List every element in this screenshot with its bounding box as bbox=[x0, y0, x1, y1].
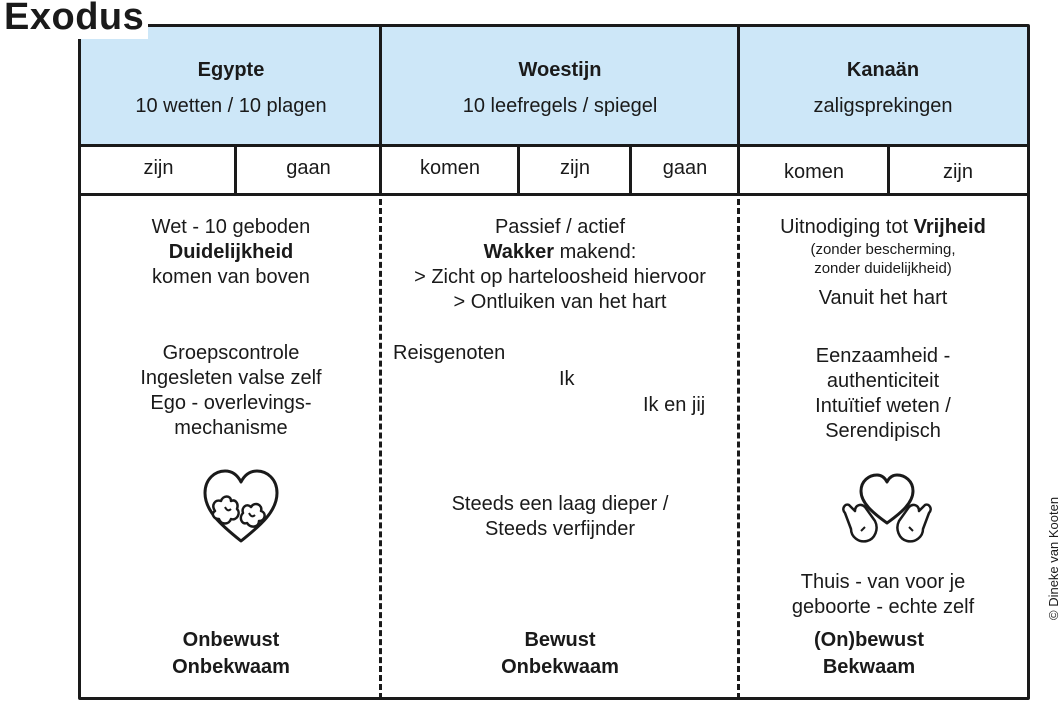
egypte-footer bbox=[81, 627, 381, 681]
egypte-duidelijkheid: Duidelijkheid bbox=[168, 241, 294, 263]
kanaan-line: authenticiteit bbox=[826, 370, 940, 392]
column-subtitle-woestijn: 10 leefregels / spiegel bbox=[462, 95, 658, 117]
kanaan-geboorte: geboorte - echte zelf bbox=[791, 596, 975, 618]
diagram-title: Exodus bbox=[4, 0, 148, 39]
woestijn-zicht: > Zicht op harteloosheid hiervoor bbox=[414, 266, 706, 288]
egypte-line: Groepscontrole bbox=[162, 342, 300, 364]
subhead-divider bbox=[234, 147, 237, 195]
column-subtitle-kanaan: zaligsprekingen bbox=[813, 95, 953, 117]
kanaan-block2 bbox=[739, 344, 1027, 444]
kanaan-block3 bbox=[739, 570, 1027, 620]
header-egypte bbox=[81, 27, 381, 147]
subhead-kanaan-komen: komen bbox=[783, 161, 845, 183]
copyright-credit: © Dineke van Kooten bbox=[1046, 496, 1061, 620]
woestijn-ik: Ik bbox=[559, 368, 575, 390]
egypte-footer-1: Onbewust bbox=[182, 629, 280, 651]
egypte-wet: Wet - 10 geboden bbox=[151, 216, 311, 238]
subhead-egypte-gaan: gaan bbox=[286, 157, 331, 179]
woestijn-footer-1: Bewust bbox=[524, 629, 596, 651]
column-name-egypte: Egypte bbox=[197, 59, 265, 81]
woestijn-laag: Steeds een laag dieper / bbox=[451, 493, 669, 515]
subhead-divider bbox=[629, 147, 632, 195]
kanaan-vrijheid: Vrijheid bbox=[913, 216, 986, 238]
kanaan-footer bbox=[739, 627, 999, 681]
kanaan-footer-2: Bekwaam bbox=[822, 656, 916, 678]
kanaan-footer-1: (On)bewust bbox=[814, 629, 924, 651]
woestijn-reisgenoten: Reisgenoten bbox=[393, 342, 506, 364]
egypte-line: Ego - overlevings- bbox=[150, 392, 312, 414]
egypte-komen: komen van boven bbox=[152, 266, 310, 288]
woestijn-block1 bbox=[381, 215, 739, 315]
egypte-line: Ingesleten valse zelf bbox=[140, 367, 322, 389]
woestijn-footer bbox=[381, 627, 739, 681]
column-name-kanaan: Kanaän bbox=[846, 59, 920, 81]
subhead-woestijn-zijn: zijn bbox=[559, 157, 590, 179]
kanaan-line: Serendipisch bbox=[825, 420, 941, 442]
header-woestijn bbox=[381, 27, 739, 147]
subhead-bottom-line bbox=[81, 193, 1027, 196]
subhead-divider bbox=[887, 147, 890, 195]
kanaan-thuis: Thuis - van voor je bbox=[800, 571, 966, 593]
kanaan-line: Eenzaamheid - bbox=[815, 345, 951, 367]
heart-mittens-icon bbox=[839, 471, 935, 545]
woestijn-wakker-rest: makend: bbox=[554, 241, 637, 263]
egypte-footer-2: Onbekwaam bbox=[172, 656, 290, 678]
exodus-table bbox=[78, 24, 1030, 700]
subhead-woestijn-gaan: gaan bbox=[662, 157, 708, 179]
woestijn-ik-en-jij: Ik en jij bbox=[643, 394, 706, 416]
kanaan-note-2: zonder duidelijkheid) bbox=[814, 260, 952, 277]
subhead-woestijn-komen: komen bbox=[419, 157, 481, 179]
kanaan-uitnodiging bbox=[739, 215, 1027, 240]
column-name-woestijn: Woestijn bbox=[518, 59, 602, 81]
woestijn-verfijnder: Steeds verfijnder bbox=[484, 518, 636, 540]
woestijn-passief: Passief / actief bbox=[494, 216, 626, 238]
egypte-block2 bbox=[81, 341, 381, 441]
kanaan-line: Intuïtief weten / bbox=[815, 395, 951, 417]
subhead-kanaan-zijn: zijn bbox=[942, 161, 973, 183]
header-kanaan bbox=[739, 27, 1027, 147]
woestijn-wakker bbox=[381, 240, 739, 265]
woestijn-ontluiken: > Ontluiken van het hart bbox=[453, 291, 667, 313]
kanaan-vanuit: Vanuit het hart bbox=[818, 287, 948, 309]
egypte-line: mechanisme bbox=[174, 417, 288, 439]
heart-hands-icon bbox=[201, 467, 281, 545]
woestijn-wakker-bold: Wakker bbox=[483, 241, 555, 263]
kanaan-note-1: (zonder bescherming, bbox=[810, 241, 956, 258]
woestijn-block3 bbox=[381, 492, 739, 542]
woestijn-footer-2: Onbekwaam bbox=[501, 656, 619, 678]
kanaan-uitnodiging-rest: Uitnodiging tot bbox=[780, 216, 914, 238]
egypte-block1 bbox=[81, 215, 381, 290]
column-subtitle-egypte: 10 wetten / 10 plagen bbox=[135, 95, 327, 117]
kanaan-block1 bbox=[739, 215, 1027, 311]
subhead-divider bbox=[517, 147, 520, 195]
subhead-egypte-zijn: zijn bbox=[143, 157, 174, 179]
